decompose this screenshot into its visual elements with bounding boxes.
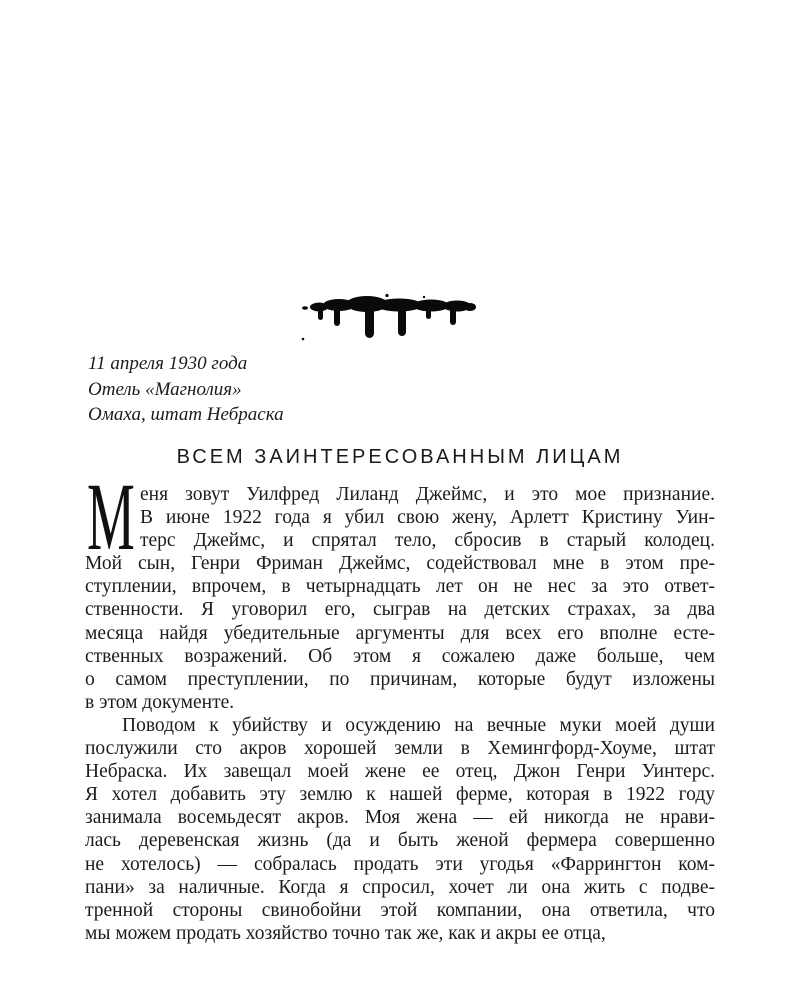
body-line: лась деревенская жизнь (да и быть женой фермера совершенно xyxy=(85,830,715,852)
body-line: ственности. Я уговорил его, сыграв на детских страхах, за два xyxy=(85,599,715,621)
body-line: месяца найдя убедительные аргументы для всех его вполне есте- xyxy=(85,622,715,644)
ink-blot-decoration xyxy=(299,290,477,344)
letter-heading: ВСЕМ ЗАИНТЕРЕСОВАННЫМ ЛИЦАМ xyxy=(176,446,624,468)
body-line: еня зовут Уилфред Лиланд Джеймс, и это мое признание. xyxy=(140,484,715,505)
body-line: в этом документе. xyxy=(85,691,235,713)
drop-cap: М xyxy=(87,463,135,570)
body-line: мы можем продать хозяйство точно так же, как и акры ее отца, xyxy=(85,922,606,944)
body-line: ступлении, впрочем, в четырнадцать лет он не нес за это ответ- xyxy=(85,576,715,598)
body-line: послужили сто акров хорошей земли в Хемингфорд-Хоуме, штат xyxy=(85,738,715,760)
body-line: о самом преступлении, по причинам, которые будут изложены xyxy=(85,668,715,690)
city-line: Омаха, штат Небраска xyxy=(88,404,284,425)
body-line: не хотелось) — собралась продать эти угодья «Фаррингтон ком- xyxy=(85,853,715,875)
body-line: занимала восемьдесят акров. Моя жена — ей никогда не нрави- xyxy=(85,807,715,829)
body-line: Поводом к убийству и осуждению на вечные муки моей души xyxy=(122,714,715,736)
letter-body xyxy=(85,463,715,945)
date-line: 11 апреля 1930 года xyxy=(88,353,248,374)
letter-dateline-block xyxy=(88,351,284,428)
hotel-line: Отель «Магнолия» xyxy=(88,378,242,400)
body-line: В июне 1922 года я убил свою жену, Арлетт Кристину Уин- xyxy=(140,507,715,529)
body-line: терс Джеймс, и спрятал тело, сбросив в старый колодец. xyxy=(140,530,715,552)
body-line: пани» за наличные. Когда я спросил, хочет ли она жить с подве- xyxy=(85,876,715,898)
body-line: Я хотел добавить эту землю к нашей ферме, которая в 1922 году xyxy=(85,784,715,806)
body-line: Мой сын, Генри Фриман Джеймс, содействовал мне в этом пре- xyxy=(85,553,715,575)
body-line: Небраска. Их завещал моей жене ее отец, Джон Генри Уинтерс. xyxy=(85,761,715,783)
body-line: тренной стороны свинобойни этой компании, она ответила, что xyxy=(85,899,715,921)
body-line: ственных возражений. Об этом я сожалею даже больше, чем xyxy=(85,645,715,667)
body-lines xyxy=(85,463,715,945)
